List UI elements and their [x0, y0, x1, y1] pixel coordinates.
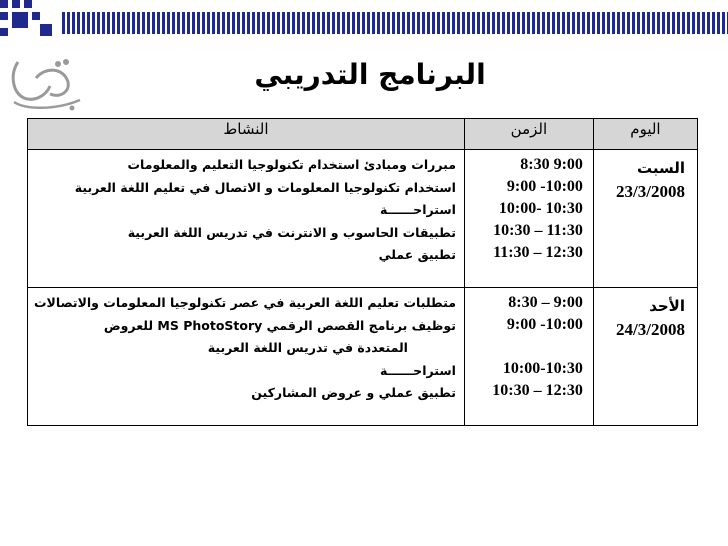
activity-cell — [28, 288, 465, 426]
activity-item: توظيف برنامج القصص الرقمي MS PhotoStory للعروض — [103, 317, 456, 333]
day-date: 23/3/2008 — [616, 182, 685, 201]
page-title: البرنامج التدريبي — [254, 58, 486, 91]
striped-header-bar — [62, 12, 728, 34]
activity-item: متطلبات تعليم اللغة العربية في عصر تكنولوجيا المعلومات والاتصالات — [34, 295, 456, 310]
time-spacer — [469, 336, 583, 358]
time-slot: 9:00 -10:00 — [506, 178, 583, 195]
time-slot: 9:00 -10:00 — [506, 316, 583, 333]
day-name: الأحد — [649, 297, 685, 315]
activity-item: استراحــــــة — [379, 202, 456, 217]
activity-cell — [28, 150, 465, 288]
header-activity: النشاط — [28, 119, 465, 150]
day-date: 24/3/2008 — [616, 320, 685, 339]
time-slot: 11:30 – 12:30 — [493, 244, 583, 261]
activity-item: مبررات ومبادئ استخدام تكنولوجيا التعليم والمعلومات — [127, 157, 456, 172]
activity-item: تطبيق عملي — [378, 247, 456, 262]
header-day: اليوم — [593, 119, 697, 150]
time-slot: 10:30 – 11:30 — [493, 222, 583, 239]
corner-squares-decoration — [0, 0, 60, 40]
time-cell — [464, 288, 593, 426]
day-cell — [593, 288, 697, 426]
time-slot: 10:30 – 12:30 — [492, 382, 583, 399]
time-slot: 10:00-10:30 — [502, 360, 583, 377]
activity-item: تطبيقات الحاسوب و الانترنت في تدريس اللغة العربية — [127, 224, 456, 240]
activity-item: استخدام تكنولوجيا المعلومات و الاتصال في تعليم اللغة العربية — [74, 179, 456, 195]
table-header-row — [28, 119, 698, 150]
day-cell — [593, 150, 697, 288]
activity-item: استراحــــــة — [379, 362, 456, 378]
time-slot: 10:00- 10:30 — [498, 200, 583, 217]
time-slot: 8:30 9:00 — [520, 156, 583, 173]
header-time: الزمن — [464, 119, 593, 150]
arabic-calligraphy-logo-icon — [6, 52, 86, 114]
time-slot: 8:30 – 9:00 — [508, 294, 583, 311]
activity-item: تطبيق عملي و عروض المشاركين — [251, 385, 456, 400]
activity-item-continuation: المتعددة في تدريس اللغة العربية — [207, 340, 408, 355]
schedule-table — [27, 118, 698, 426]
time-cell — [464, 150, 593, 288]
day-name: السبت — [636, 159, 685, 177]
table-row — [28, 150, 698, 288]
table-row — [28, 288, 698, 426]
